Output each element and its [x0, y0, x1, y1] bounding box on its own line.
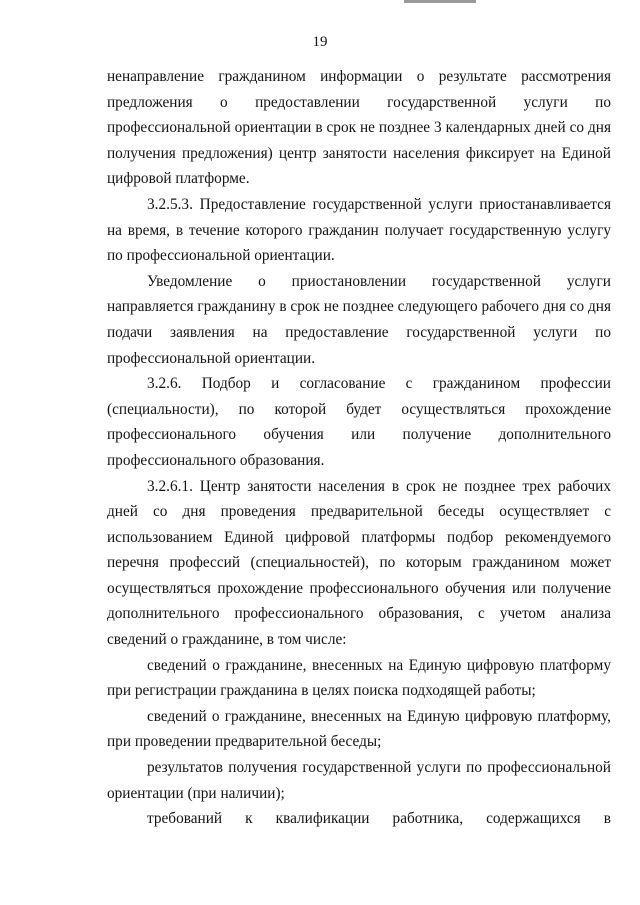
paragraph-3-2-5-3: 3.2.5.3. Предоставление государственной услуги приостанавливается на время, в течение которого гражданин получает государственную услугу по профессиональной ориентации. [107, 195, 611, 265]
list-item-orientation-results: результатов получения государственной услуги по профессиональной ориентации (при наличии); [107, 759, 611, 802]
page-number: 19 [312, 34, 328, 50]
paragraph-3-2-6-1: 3.2.6.1. Центр занятости населения в срок не позднее трех рабочих дней со дня проведения предварительной беседы осуществляет с использованием Единой цифровой платформы подбор рекомендуемого перечня профессий (специальностей), по которым гражданином может осуществляться прохождение профессионального обучения или получение дополнительного профессионального образования, с учетом анализа сведений о гражданине, в том числе: [107, 477, 611, 649]
paragraph-continuation: ненаправление гражданином информации о результате рассмотрения предложения о предоставлении государственной услуги по профессиональной ориентации в срок не позднее 3 календарных дней со дня получения предложения) центр занятости населения фиксирует на Единой цифровой платформе. [107, 68, 611, 188]
paragraph-3-2-6: 3.2.6. Подбор и согласование с гражданином профессии (специальности), по которой будет осуществляться прохождение профессионального обучения или получение дополнительного профессионального образования. [107, 375, 611, 469]
list-item-interview-info: сведений о гражданине, внесенных на Единую цифровую платформу, при проведении предварительной беседы; [107, 707, 611, 751]
list-item-qualification-requirements: требований к квалификации работника, содержащихся в [147, 810, 611, 828]
list-item-registration-info: сведений о гражданине, внесенных на Единую цифровую платформу при регистрации гражданина в целях поиска подходящей работы; [107, 656, 611, 700]
document-body [107, 64, 611, 832]
scan-edge-line [404, 0, 476, 3]
paragraph-suspension-notice: Уведомление о приостановлении государственной услуги направляется гражданину в срок не позднее следующего рабочего дня со дня подачи заявления на предоставление государственной услуги по профессиональной ориентации. [107, 272, 611, 367]
